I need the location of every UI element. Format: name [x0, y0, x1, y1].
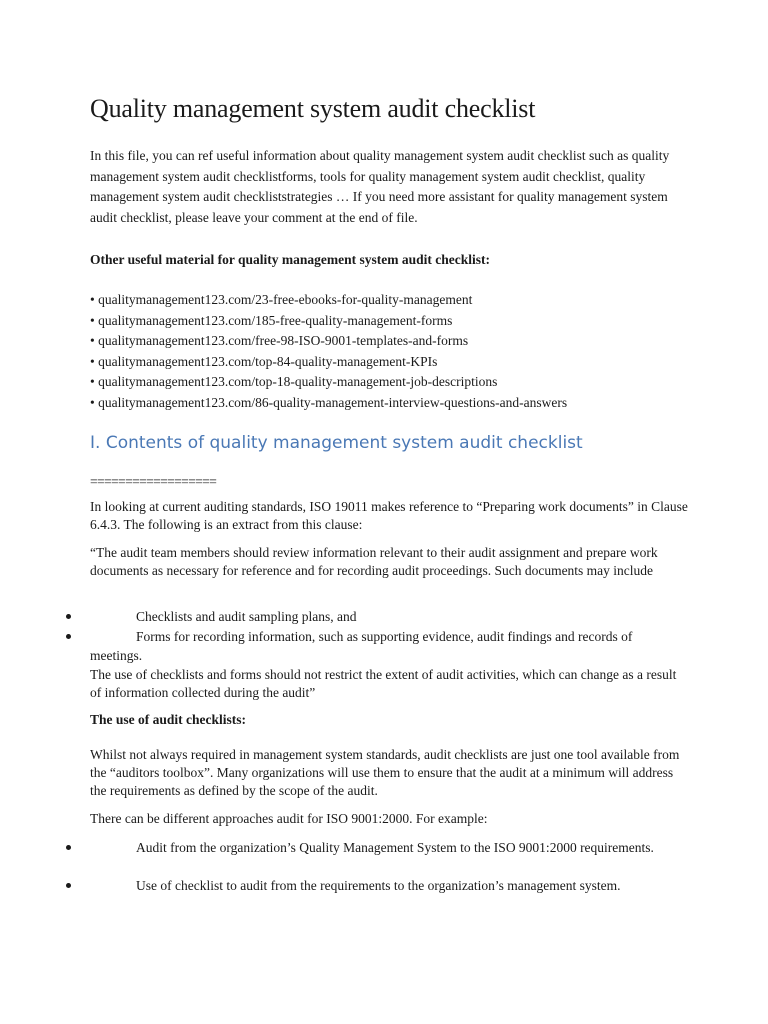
page-title: Quality management system audit checklist [90, 94, 536, 123]
material-link[interactable]: • qualitymanagement123.com/free-98-ISO-9001-templates-and-forms [90, 333, 469, 348]
other-material-heading: Other useful material for quality management system audit checklist: [90, 252, 490, 267]
material-link[interactable]: • qualitymanagement123.com/86-quality-management-interview-questions-and-answers [90, 394, 568, 410]
bullet-text: Audit from the organization’s Quality Management System to the ISO 9001:2000 requirements. [136, 840, 654, 855]
use-of-checklists-heading: The use of audit checklists: [90, 712, 247, 727]
bullet-item [66, 608, 686, 627]
material-link-list [90, 290, 567, 413]
bullet-text: Checklists and audit sampling plans, and [136, 609, 357, 624]
paragraph-approaches: There can be different approaches audit for ISO 9001:2000. For example: [90, 811, 488, 826]
paragraph-iso-reference: In looking at current auditing standards, ISO 19011 makes reference to “Preparing work documents” in Clause 6.4.3. The following is an extract from this clause: [90, 499, 688, 532]
intro-paragraph: In this file, you can ref useful information about quality management system audit checklist such as quality management system audit checklistforms, tools for quality management system audit checklist, quality management system audit checkliststrategies … If you need more assistant for quality management system audit checklist, please leave your comment at the end of file. [90, 148, 670, 225]
material-link[interactable]: • qualitymanagement123.com/185-free-quality-management-forms [90, 312, 453, 328]
material-link[interactable]: • qualitymanagement123.com/top-84-quality-management-KPIs [90, 353, 438, 369]
material-link[interactable]: • qualitymanagement123.com/top-18-quality-management-job-descriptions [90, 374, 498, 389]
section-heading: I. Contents of quality management system audit checklist [90, 433, 583, 453]
bullet-text: Forms for recording information, such as supporting evidence, audit findings and records of meetings. [90, 629, 633, 663]
bullet-dot [66, 614, 71, 619]
bullet-item [66, 839, 686, 858]
separator-line: ================== [90, 474, 217, 489]
paragraph-auditors-toolbox: Whilst not always required in management system standards, audit checklists are just one tool available from the “auditors toolbox”. Many organizations will use them to ensure that the audit at a minimum will address the requirements as defined by the scope of the audit. [90, 747, 680, 798]
bullet-item [66, 628, 686, 665]
paragraph-checklist-scope: The use of checklists and forms should not restrict the extent of audit activities, which can change as a result of information collected during the audit” [90, 667, 677, 700]
bullet-dot [66, 634, 71, 639]
bullet-item [66, 877, 686, 896]
paragraph-quote: “The audit team members should review information relevant to their audit assignment and prepare work documents as necessary for reference and for recording audit proceedings. Such documents may include [90, 545, 658, 578]
bullet-text: Use of checklist to audit from the requirements to the organization’s management system. [136, 878, 621, 893]
bullet-dot [66, 883, 71, 888]
bullet-dot [66, 845, 71, 850]
material-link[interactable]: • qualitymanagement123.com/23-free-ebooks-for-quality-management [90, 292, 473, 307]
